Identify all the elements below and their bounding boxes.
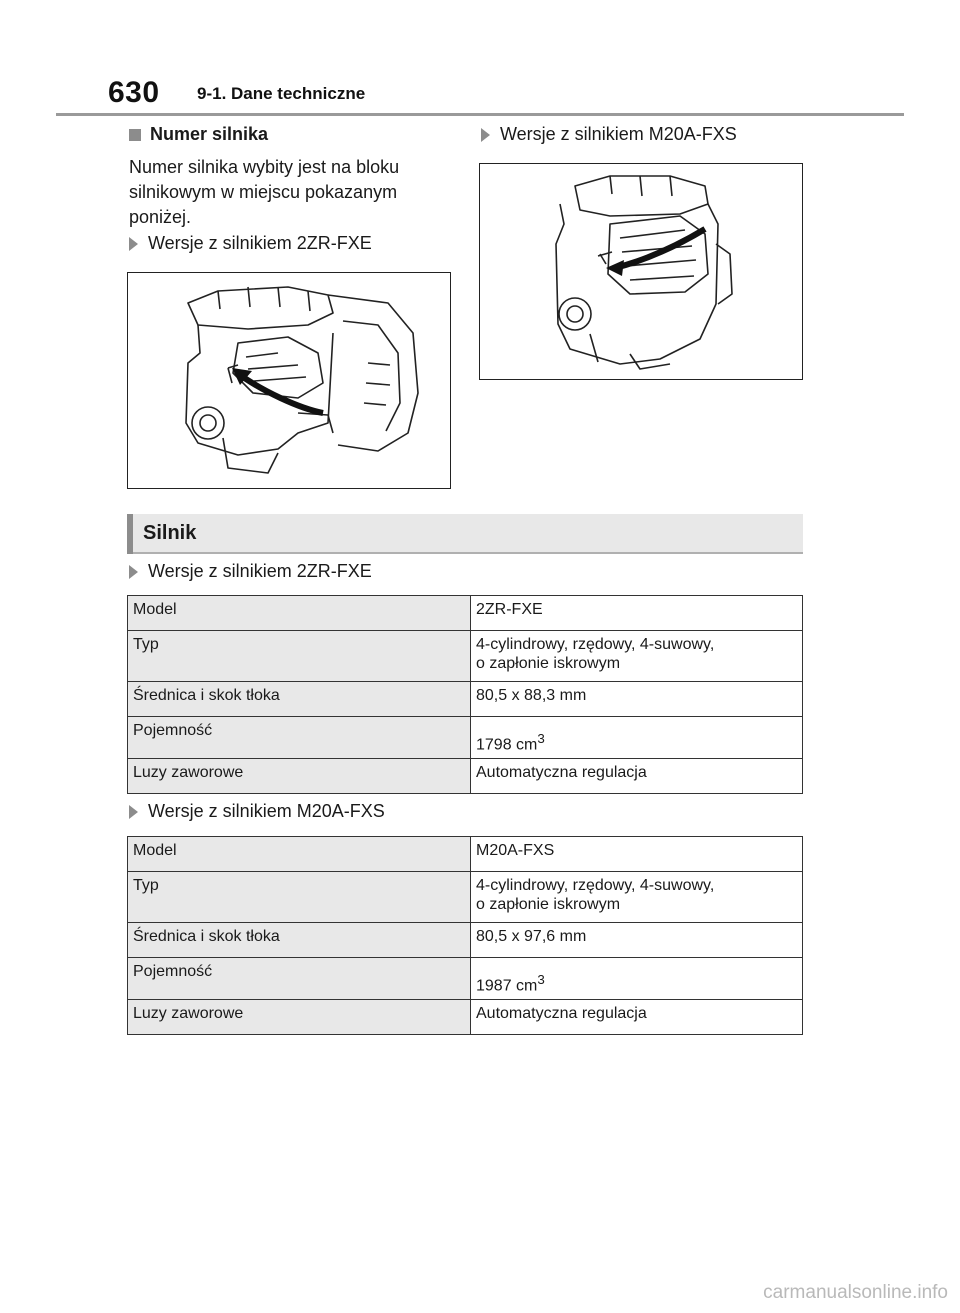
variant-2zr-text: Wersje z silnikiem 2ZR-FXE [148, 233, 372, 253]
section-accent-bar [127, 514, 133, 554]
table-row [128, 596, 803, 631]
spec-table-2zr [127, 595, 803, 794]
spec-label: Pojemność [128, 958, 471, 1000]
square-bullet-icon [129, 129, 141, 141]
spec-label: Luzy zaworowe [128, 759, 471, 794]
variant-2zr-label [129, 233, 372, 254]
spec-label: Luzy zaworowe [128, 1000, 471, 1035]
page-number: 630 [108, 76, 160, 109]
spec-value-line: 4-cylindrowy, rzędowy, 4-suwowy, [476, 636, 715, 653]
table-m20a-caption [129, 801, 385, 822]
spec-value: 2ZR-FXE [471, 596, 803, 631]
engine-m20a-drawing [480, 164, 802, 379]
triangle-bullet-icon [129, 237, 138, 251]
table-row [128, 958, 803, 1000]
table-m20a-caption-text: Wersje z silnikiem M20A-FXS [148, 801, 385, 821]
spec-value: 80,5 x 88,3 mm [471, 682, 803, 717]
table-row [128, 923, 803, 958]
table-row [128, 631, 803, 682]
table-2zr-caption-text: Wersje z silnikiem 2ZR-FXE [148, 561, 372, 581]
engine-2zr-drawing [128, 273, 450, 488]
table-row [128, 872, 803, 923]
table-row [128, 759, 803, 794]
spec-value-line: o zapłonie iskrowym [476, 655, 621, 672]
table-row [128, 717, 803, 759]
triangle-bullet-icon [481, 128, 490, 142]
spec-label: Model [128, 837, 471, 872]
engine-m20a-illustration [479, 163, 803, 380]
table-row [128, 682, 803, 717]
spec-table-m20a-grid [127, 836, 803, 1035]
triangle-bullet-icon [129, 805, 138, 819]
spec-value [471, 717, 803, 759]
displacement-value [476, 970, 545, 995]
engine-section-header [127, 514, 803, 554]
table-row [128, 1000, 803, 1035]
spec-value-line: 4-cylindrowy, rzędowy, 4-suwowy, [476, 877, 715, 894]
spec-value: Automatyczna regulacja [471, 1000, 803, 1035]
engine-number-heading-text: Numer silnika [150, 124, 269, 144]
spec-label: Typ [128, 872, 471, 923]
spec-label: Średnica i skok tłoka [128, 923, 471, 958]
spec-value: 80,5 x 97,6 mm [471, 923, 803, 958]
displacement-number: 1798 cm [476, 736, 538, 754]
spec-table-m20a [127, 836, 803, 1035]
section-title: 9-1. Dane techniczne [197, 84, 366, 103]
unit-superscript: 3 [537, 731, 545, 746]
spec-table-2zr-grid [127, 595, 803, 794]
unit-superscript: 3 [537, 972, 545, 987]
table-2zr-caption [129, 561, 372, 582]
spec-label: Typ [128, 631, 471, 682]
spec-value [471, 631, 803, 682]
spec-label: Średnica i skok tłoka [128, 682, 471, 717]
engine-section-title: Silnik [143, 522, 197, 544]
variant-m20a-label [481, 124, 737, 145]
engine-number-heading [129, 124, 268, 145]
variant-m20a-text: Wersje z silnikiem M20A-FXS [500, 124, 737, 144]
triangle-bullet-icon [129, 565, 138, 579]
spec-value: M20A-FXS [471, 837, 803, 872]
spec-label: Pojemność [128, 717, 471, 759]
displacement-number: 1987 cm [476, 977, 538, 995]
spec-value [471, 958, 803, 1000]
spec-value-line: o zapłonie iskrowym [476, 896, 621, 913]
spec-label: Model [128, 596, 471, 631]
spec-value [471, 872, 803, 923]
watermark: carmanualsonline.info [763, 1282, 948, 1303]
spec-value: Automatyczna regulacja [471, 759, 803, 794]
table-row [128, 837, 803, 872]
header-divider [56, 113, 904, 116]
engine-number-description: Numer silnika wybity jest na bloku silnikowym w miejscu pokazanym poniżej. [129, 157, 400, 227]
engine-2zr-illustration [127, 272, 451, 489]
displacement-value [476, 729, 545, 754]
